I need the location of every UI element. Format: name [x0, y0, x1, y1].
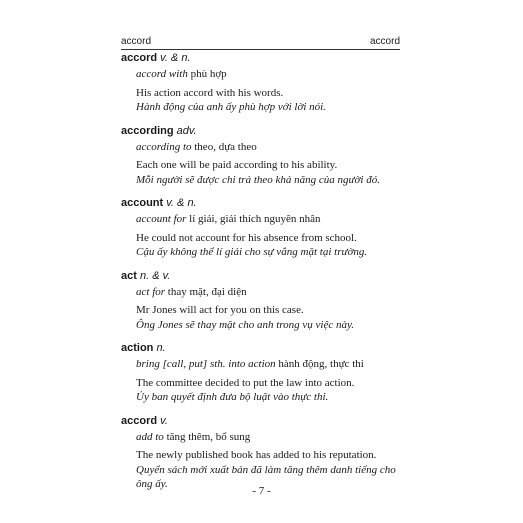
entries-list — [121, 51, 406, 501]
entry-heading — [121, 269, 406, 284]
entry-heading — [121, 196, 406, 211]
headword: account — [121, 197, 164, 209]
dictionary-entry — [121, 414, 406, 492]
header-guide-word-left: accord — [121, 36, 152, 47]
headword: action — [121, 342, 154, 354]
headword: accord — [121, 414, 158, 427]
entry-heading — [121, 341, 406, 356]
example-translation: Quyển sách mới xuất bản đã làm tăng thêm danh tiếng cho ông ấy. — [136, 463, 396, 490]
phrase-meaning: hành động, thực thi — [278, 358, 364, 370]
entry-heading — [121, 414, 406, 429]
example-sentence: Each one will be paid according to his ability. — [136, 159, 338, 171]
phrase-line — [136, 285, 406, 300]
header-rule — [121, 49, 400, 50]
part-of-speech: v. — [160, 414, 168, 427]
running-header — [121, 35, 400, 49]
part-of-speech: v. & n. — [160, 52, 191, 64]
header-guide-word-right: accord — [369, 36, 400, 47]
example-sentence: The newly published book has added to his reputation. — [136, 449, 377, 461]
example-sentence: The committee decided to put the law into action. — [136, 376, 355, 389]
dictionary-entry — [121, 269, 406, 333]
dictionary-entry — [121, 124, 406, 188]
phrase-meaning: lí giải, giải thích nguyên nhân — [189, 213, 321, 225]
phrase: accord with — [136, 68, 188, 80]
example-translation: Hành động của anh ấy phù hợp với lời nói. — [136, 101, 326, 113]
dictionary-entry — [121, 196, 406, 260]
phrase: bring [call, put] sth. into action — [136, 358, 276, 370]
phrase: account for — [136, 213, 187, 225]
phrase: act for — [136, 285, 166, 298]
example-sentence: Mr Jones will act for you on this case. — [136, 304, 304, 316]
part-of-speech: adv. — [176, 124, 197, 137]
headword: accord — [121, 52, 158, 64]
phrase-line — [136, 357, 406, 372]
phrase-line — [136, 212, 406, 227]
dictionary-entry — [121, 51, 406, 115]
part-of-speech: v. & n. — [166, 197, 197, 209]
entry-heading — [121, 51, 406, 66]
phrase: add to — [136, 430, 164, 443]
phrase-line — [136, 430, 406, 445]
dictionary-entry — [121, 341, 406, 405]
example-translation: Ủy ban quyết định đưa bộ luật vào thực thi. — [136, 391, 329, 403]
example-translation: Ông Jones sẽ thay mặt cho anh trong vụ việc này. — [136, 318, 355, 331]
phrase-line — [136, 67, 406, 82]
phrase: according to — [136, 140, 192, 153]
headword: according — [121, 124, 174, 137]
part-of-speech: n. & v. — [139, 269, 171, 282]
phrase-meaning: phù hợp — [190, 68, 227, 80]
example-translation: Cậu ấy không thể lí giải cho sự vắng mặt tại trường. — [136, 246, 368, 258]
page-number: - 7 - — [252, 485, 271, 497]
example-sentence: His action accord with his words. — [136, 86, 284, 99]
entry-heading — [121, 124, 406, 139]
phrase-meaning: tăng thêm, bổ sung — [166, 430, 251, 443]
example-sentence: He could not account for his absence from school. — [136, 231, 357, 244]
headword: act — [121, 269, 137, 282]
part-of-speech: n. — [156, 342, 166, 354]
phrase-meaning: thay mặt, đại diện — [167, 285, 247, 298]
example-translation: Mỗi người sẽ được chi trả theo khả năng của người đó. — [136, 173, 380, 186]
phrase-meaning: theo, dựa theo — [194, 140, 257, 153]
phrase-line — [136, 140, 406, 155]
